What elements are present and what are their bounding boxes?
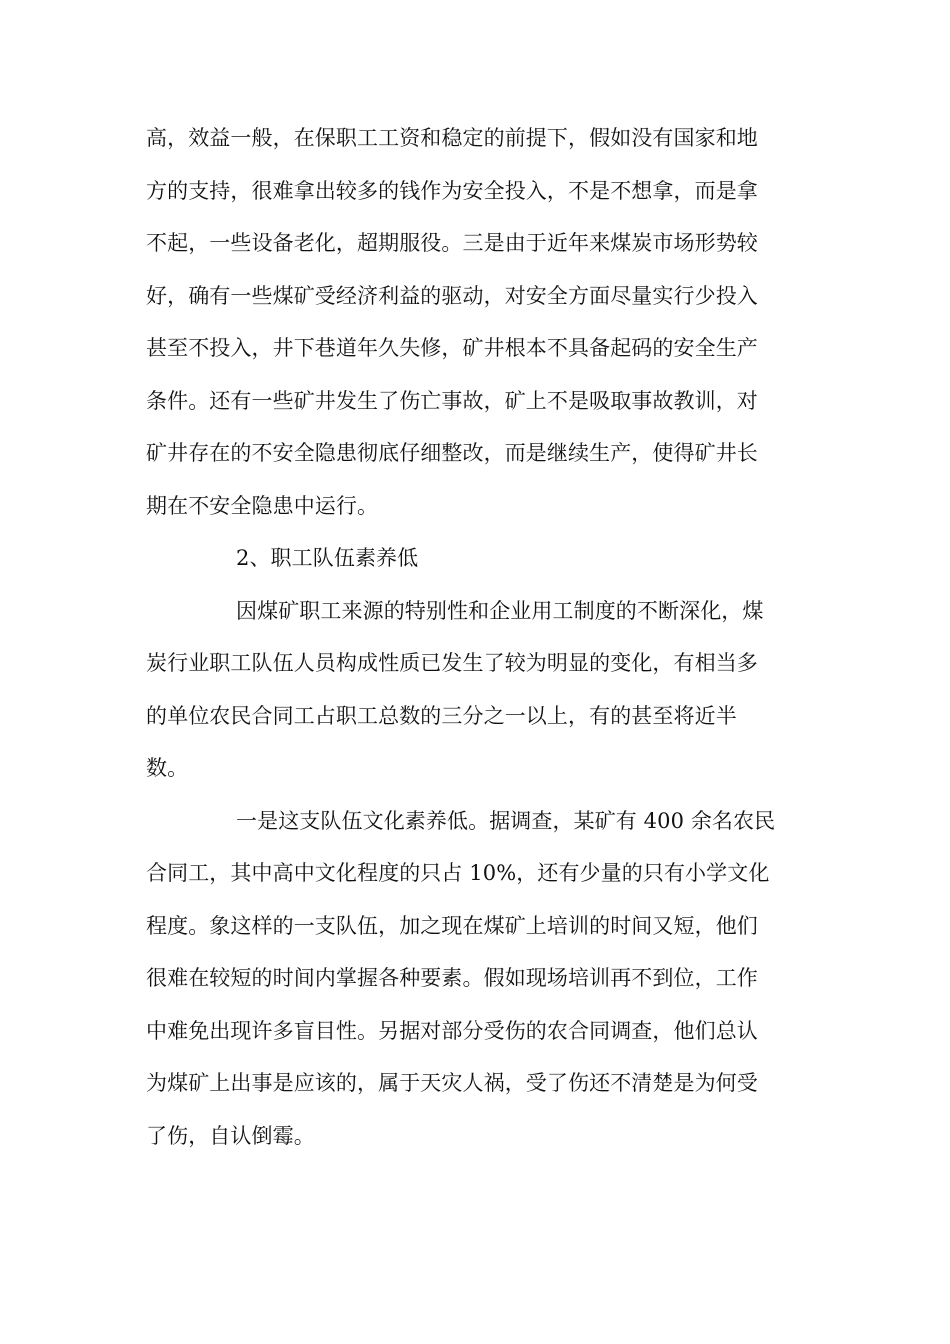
text-line: 炭行业职工队伍人员构成性质已发生了较为明显的变化，有相当多 bbox=[146, 651, 758, 675]
text-line: 的单位农民合同工占职工总数的三分之一以上，有的甚至将近半 bbox=[146, 703, 737, 728]
text-line: 条件。还有一些矿井发生了伤亡事故，矿上不是吸取事故教训，对 bbox=[146, 388, 758, 413]
text-line: 为煤矿上出事是应该的，属于天灾人祸，受了伤还不清楚是为何受 bbox=[146, 1071, 758, 1095]
document-body bbox=[146, 112, 796, 1162]
text-line: 了伤，自认倒霉。 bbox=[146, 1123, 315, 1148]
text-line: 方的支持，很难拿出较多的钱作为安全投入，不是不想拿，而是拿 bbox=[146, 178, 758, 203]
text-line: 很难在较短的时间内掌握各种要素。假如现场培训再不到位，工作 bbox=[146, 966, 758, 990]
text-line: 数。 bbox=[146, 756, 189, 780]
text-line: 一是这支队伍文化素养低。据调查，某矿有 400 余名农民 bbox=[236, 808, 776, 833]
text-line: 高，效益一般，在保职工工资和稳定的前提下，假如没有国家和地 bbox=[146, 126, 758, 150]
text-line: 中难免出现许多盲目性。另据对部分受伤的农合同调查，他们总认 bbox=[146, 1018, 758, 1043]
text-line: 程度。象这样的一支队伍，加之现在煤矿上培训的时间又短，他们 bbox=[146, 913, 758, 938]
text-line: 合同工，其中高中文化程度的只占 10%，还有少量的只有小学文化 bbox=[146, 861, 770, 885]
text-line: 因煤矿职工来源的特别性和企业用工制度的不断深化，煤 bbox=[236, 598, 764, 623]
text-line: 不起，一些设备老化，超期服役。三是由于近年来煤炭市场形势较 bbox=[146, 231, 758, 255]
text-line: 矿井存在的不安全隐患彻底仔细整改，而是继续生产，使得矿井长 bbox=[146, 441, 758, 465]
text-line: 好，确有一些煤矿受经济利益的驱动，对安全方面尽量实行少投入 bbox=[146, 283, 758, 308]
text-line: 期在不安全隐患中运行。 bbox=[146, 493, 379, 518]
text-line: 甚至不投入，井下巷道年久失修，矿井根本不具备起码的安全生产 bbox=[146, 336, 758, 360]
section-heading: 2、职工队伍素养低 bbox=[236, 546, 419, 570]
